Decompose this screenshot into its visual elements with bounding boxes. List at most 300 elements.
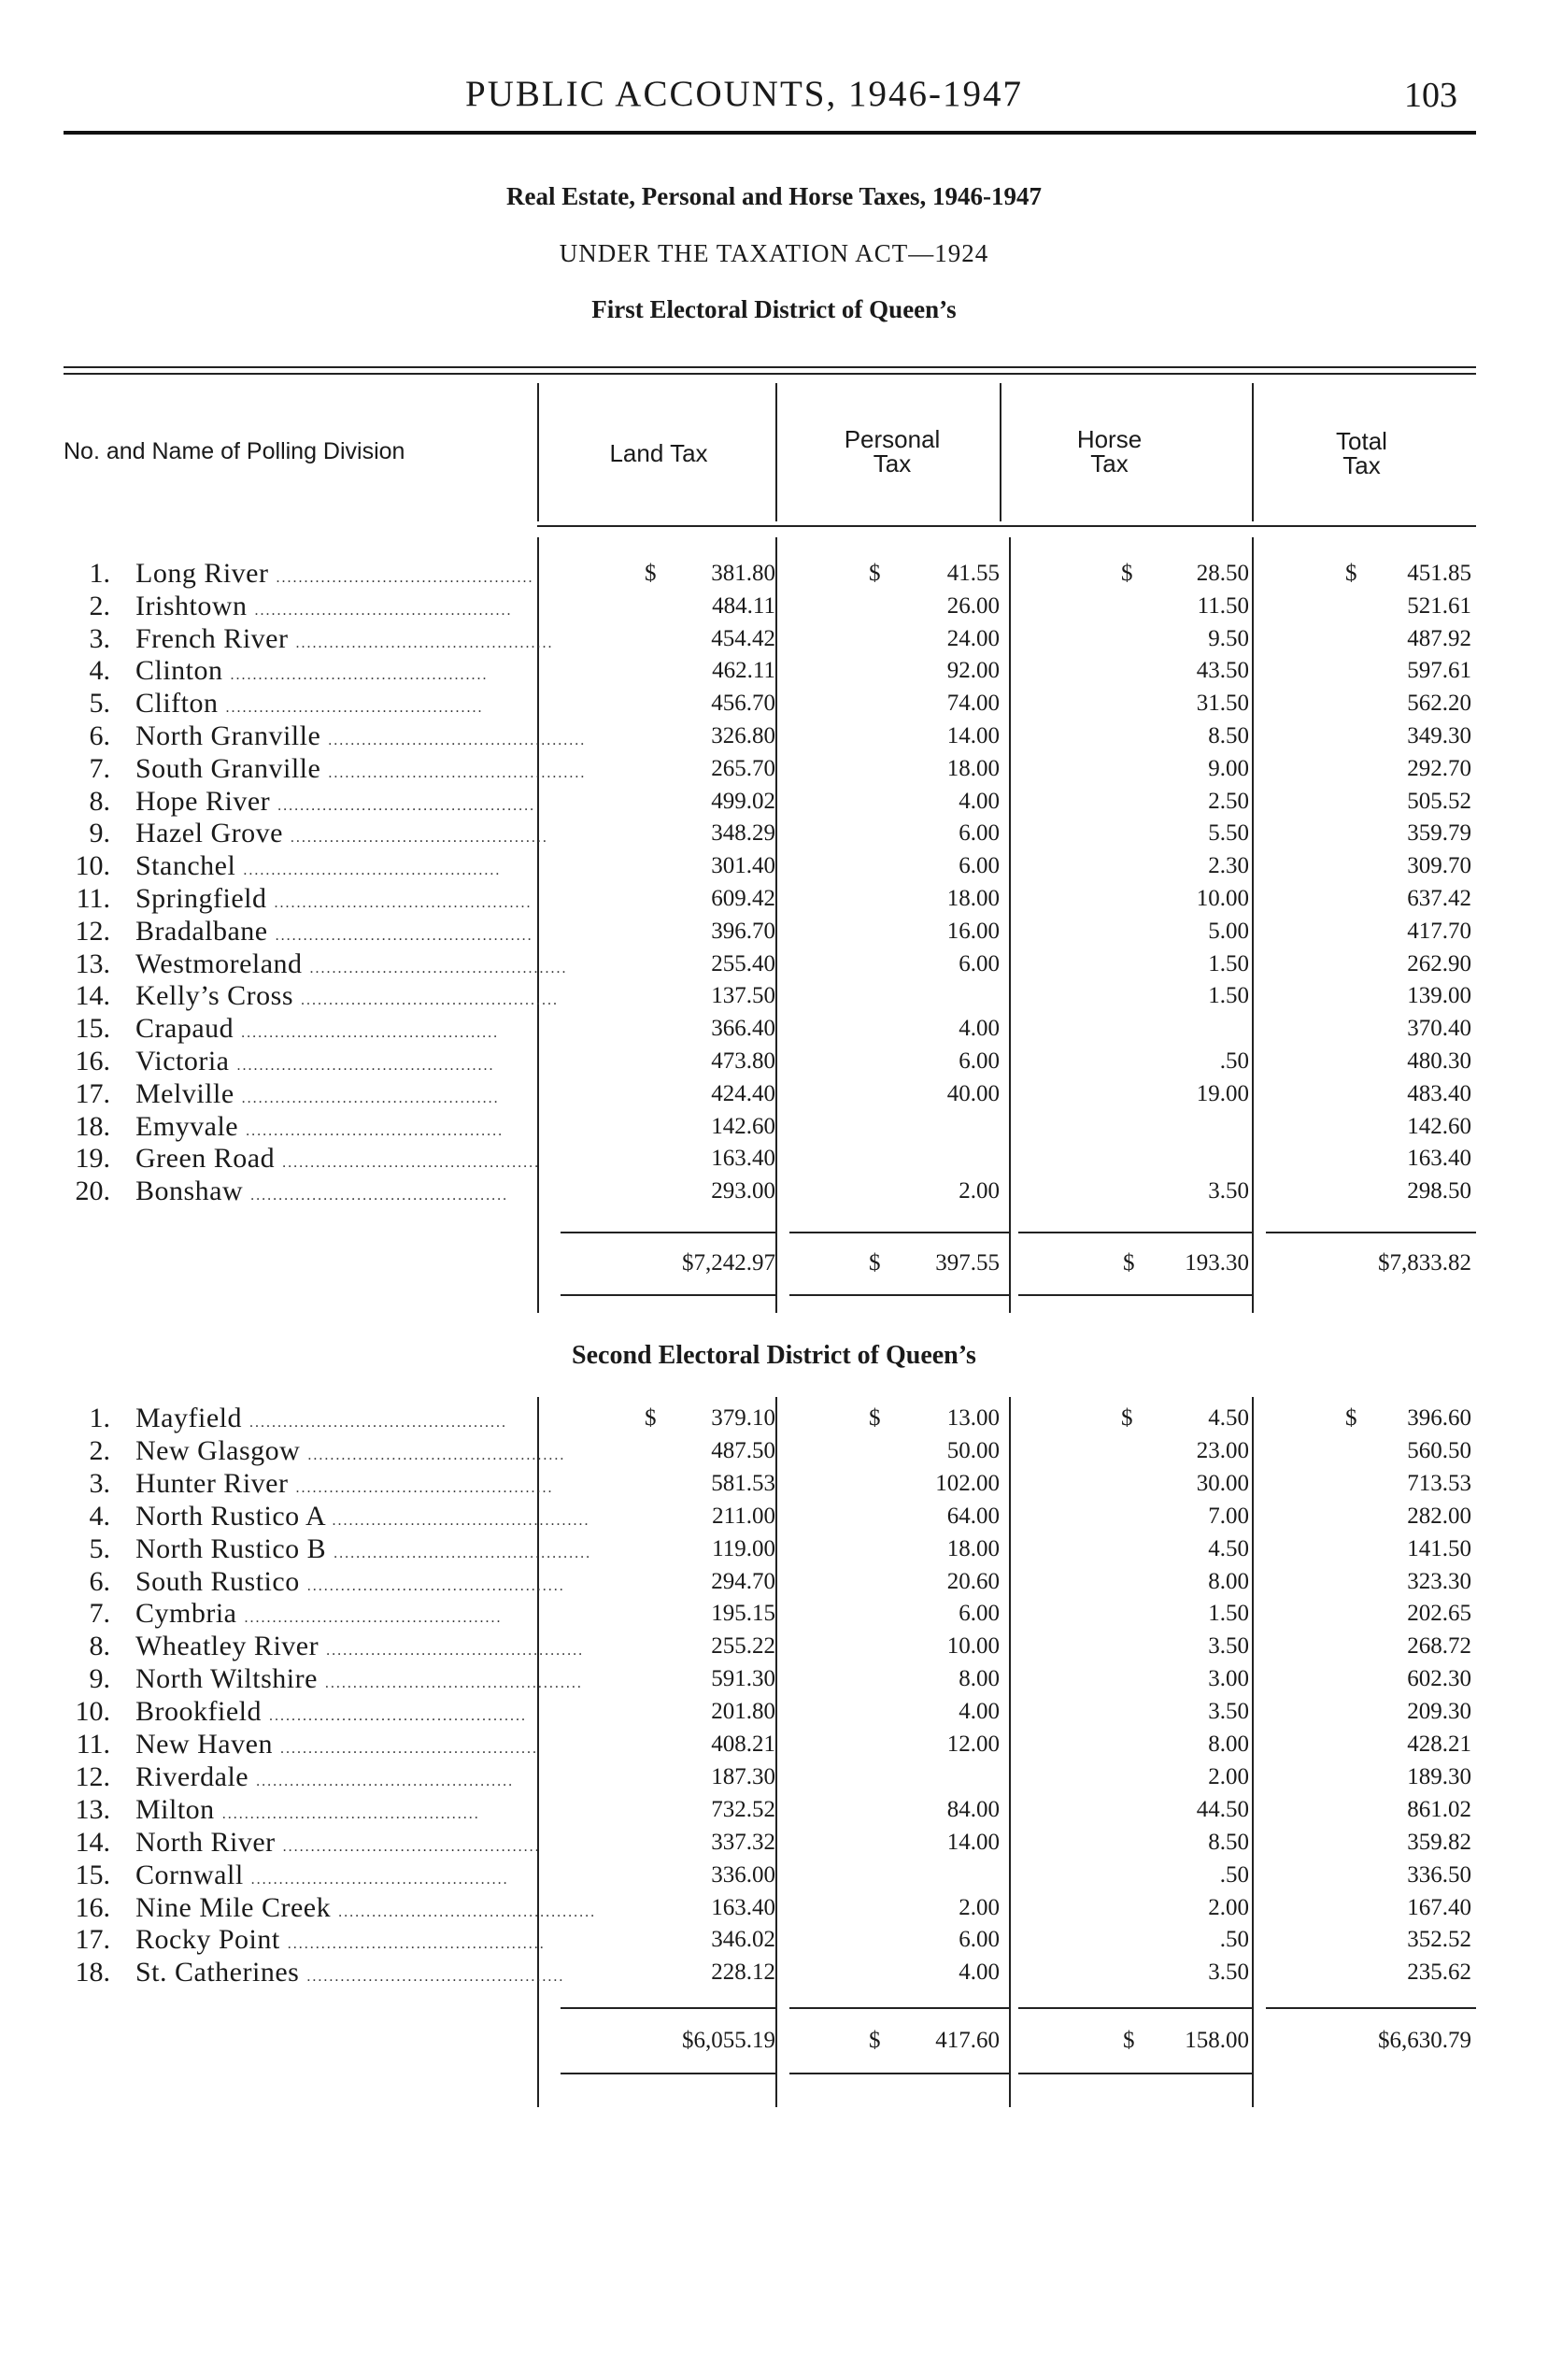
- division-number: 8.: [89, 1631, 110, 1662]
- division-number: 13.: [75, 1793, 110, 1825]
- division-name-text: Hunter River: [135, 1467, 289, 1499]
- col-header-horse: [1004, 427, 1214, 476]
- division-name-text: New Haven: [135, 1729, 273, 1760]
- total-rule: [561, 1232, 775, 1233]
- header-top-rule: [64, 366, 1476, 368]
- total-tax-value: 142.60: [1407, 1113, 1471, 1139]
- col-header-horse-line2: Tax: [1090, 449, 1129, 477]
- total-tax-value: 861.02: [1407, 1796, 1471, 1822]
- personal-tax-value: 4.00: [959, 1699, 1000, 1725]
- leader-dots: ..............................................: [225, 700, 484, 717]
- division-name-text: Green Road: [135, 1143, 276, 1175]
- division-number: 5.: [89, 1532, 110, 1564]
- table-row: [0, 1434, 1548, 1467]
- land-tax-value: 337.32: [711, 1829, 775, 1855]
- personal-tax-value: 16.00: [946, 918, 1000, 944]
- personal-tax-value: 12.00: [946, 1732, 1000, 1757]
- division-number: 13.: [75, 948, 110, 979]
- land-tax-value: 137.50: [711, 983, 775, 1009]
- horse-tax-value: 1.50: [1208, 983, 1249, 1009]
- horse-tax-value: 2.30: [1208, 853, 1249, 879]
- total-tax-value: 597.61: [1407, 658, 1471, 684]
- header-top-rule-2: [64, 373, 1476, 375]
- leader-dots: ..............................................: [236, 1058, 495, 1074]
- division-number: 4.: [89, 655, 110, 687]
- col-header-land: Land Tax: [609, 439, 708, 467]
- district2-total-row: $6,055.19 $ 417.60 $ 158.00 $6,630.79: [682, 2028, 1471, 2053]
- total-rule: [1018, 2007, 1252, 2009]
- land-tax-value: 366.40: [711, 1016, 775, 1042]
- total-tax-value: 323.30: [1407, 1568, 1471, 1594]
- personal-tax-value: 6.00: [959, 950, 1000, 976]
- land-tax-value: 473.80: [711, 1048, 775, 1074]
- personal-tax-value: 92.00: [946, 658, 1000, 684]
- division-name-text: Wheatley River: [135, 1631, 320, 1662]
- table-row: [0, 915, 1548, 948]
- total-tax-value: 396.60: [1407, 1405, 1471, 1431]
- table-row: [0, 1923, 1548, 1956]
- personal-tax-value: 13.00: [946, 1405, 1000, 1431]
- horse-tax-value: 3.00: [1208, 1666, 1249, 1692]
- personal-tax-value: 6.00: [959, 1048, 1000, 1074]
- horse-tax-value: 3.50: [1208, 1178, 1249, 1204]
- col-header-personal: [785, 427, 1000, 476]
- total-tax-value: 602.30: [1407, 1666, 1471, 1692]
- dollar-sign: $: [1121, 561, 1133, 586]
- leader-dots: ..............................................: [246, 1122, 504, 1139]
- total-tax-value: 268.72: [1407, 1633, 1471, 1660]
- division-name-text: Melville: [135, 1077, 234, 1109]
- land-tax-value: 487.50: [711, 1437, 775, 1463]
- table-row: [0, 1175, 1548, 1207]
- personal-tax-value: 6.00: [959, 1601, 1000, 1627]
- land-tax-value: 609.42: [711, 886, 775, 911]
- leader-dots: ..............................................: [332, 1512, 590, 1529]
- division-number: 6.: [89, 720, 110, 751]
- horse-tax-value: 2.00: [1208, 1894, 1249, 1920]
- col-header-total-line1: Total: [1336, 427, 1387, 455]
- personal-tax-value: 18.00: [946, 886, 1000, 911]
- land-tax-value: 581.53: [711, 1470, 775, 1496]
- division-number: 1.: [89, 1403, 110, 1433]
- leader-dots: ..............................................: [306, 1577, 565, 1594]
- total-tax-value: 521.61: [1407, 592, 1471, 619]
- total-tax-value: 505.52: [1407, 788, 1471, 814]
- leader-dots: ..............................................: [328, 733, 587, 748]
- total-rule: [561, 2007, 775, 2009]
- leader-dots: ..............................................: [290, 830, 548, 847]
- leader-dots: ..............................................: [295, 1479, 554, 1496]
- total-tax-value: 163.40: [1407, 1146, 1471, 1172]
- division-name-text: Cornwall: [135, 1859, 244, 1890]
- total-rule: [1266, 2007, 1476, 2009]
- table-row: [0, 1142, 1548, 1175]
- personal-tax-value: 102.00: [935, 1470, 1000, 1496]
- horse-tax-value: 10.00: [1196, 886, 1249, 911]
- total-tax-value: 428.21: [1407, 1732, 1471, 1757]
- division-name-text: North River: [135, 1826, 276, 1858]
- table-row: [0, 1859, 1548, 1891]
- table-row: [0, 1630, 1548, 1662]
- land-tax-value: 211.00: [712, 1503, 775, 1529]
- leader-dots: ..............................................: [279, 1741, 538, 1757]
- table-row: [0, 1793, 1548, 1826]
- division-number: 20.: [75, 1176, 110, 1207]
- division-name-text: Crapaud: [135, 1013, 234, 1045]
- total-tax-value: 189.30: [1407, 1763, 1471, 1789]
- header-divider: [1252, 383, 1254, 521]
- total-tax-value: 298.50: [1407, 1178, 1471, 1204]
- land-tax-value: 293.00: [711, 1178, 775, 1204]
- leader-dots: ..............................................: [241, 1025, 500, 1042]
- table-row: [0, 1891, 1548, 1924]
- division-name: [135, 1956, 565, 1993]
- leader-dots: ..............................................: [244, 1610, 503, 1627]
- leader-dots: ..............................................: [328, 764, 587, 781]
- leader-dots: ..............................................: [256, 1773, 515, 1789]
- horse-tax-value: 11.50: [1197, 592, 1249, 619]
- land-tax-value: 255.40: [711, 950, 775, 976]
- total-tax-value: 167.40: [1407, 1894, 1471, 1920]
- division-name-text: Nine Mile Creek: [135, 1891, 332, 1923]
- land-tax-value: 326.80: [711, 723, 775, 748]
- division-number: 18.: [75, 1110, 110, 1142]
- division-number: 17.: [75, 1924, 110, 1956]
- personal-tax-value: 14.00: [946, 723, 1000, 748]
- total-tax-value: 352.52: [1407, 1927, 1471, 1953]
- division-number: 7.: [89, 752, 110, 784]
- division-name-text: Emyvale: [135, 1110, 239, 1142]
- horse-tax-value: 8.50: [1208, 723, 1249, 748]
- dollar-sign: $: [1121, 1405, 1133, 1431]
- leader-dots: ..............................................: [241, 1090, 500, 1106]
- land-tax-value: 187.30: [711, 1763, 775, 1789]
- personal-tax-value: 41.55: [946, 561, 1000, 586]
- division-name-text: Hazel Grove: [135, 818, 283, 849]
- leader-dots: ..............................................: [277, 797, 536, 814]
- total-tax-value: 336.50: [1407, 1861, 1471, 1888]
- division-number: 18.: [75, 1957, 110, 1988]
- land-tax-value: 462.11: [712, 658, 775, 684]
- land-tax-value: 381.80: [711, 561, 775, 586]
- total-rule: [1266, 1232, 1476, 1233]
- leader-dots: ..............................................: [282, 1838, 541, 1855]
- division-name-text: Rocky Point: [135, 1924, 280, 1956]
- division-number: 9.: [89, 1663, 110, 1695]
- personal-tax-value: 74.00: [946, 691, 1000, 717]
- land-tax-value: 484.11: [712, 592, 775, 619]
- total-rule: [561, 2073, 775, 2074]
- division-number: 12.: [75, 1760, 110, 1792]
- table-row: [0, 948, 1548, 980]
- division-name-text: Victoria: [135, 1046, 230, 1076]
- table-row: [0, 849, 1548, 882]
- leader-dots: ..............................................: [301, 992, 560, 1009]
- horse-tax-value: 8.00: [1208, 1568, 1249, 1594]
- division-number: 6.: [89, 1565, 110, 1597]
- division-name-text: Springfield: [135, 883, 267, 914]
- division-number: 8.: [89, 785, 110, 817]
- col-header-division: No. and Name of Polling Division: [64, 438, 405, 464]
- act-subtitle: UNDER THE TAXATION ACT—1924: [559, 239, 989, 267]
- table-row: [0, 622, 1548, 655]
- total-tax-value: 480.30: [1407, 1048, 1471, 1074]
- table-row: [0, 1728, 1548, 1760]
- division-name-text: North Rustico B: [135, 1532, 327, 1564]
- district1-total-row: $7,242.97 $ 397.55 $ 193.30 $7,833.82: [682, 1250, 1471, 1276]
- horse-tax-value: .50: [1219, 1048, 1249, 1074]
- total-rule: [1018, 1232, 1252, 1233]
- table-row: [0, 1402, 1548, 1434]
- personal-tax-value: 6.00: [959, 820, 1000, 847]
- division-name-text: Bradalbane: [135, 915, 268, 947]
- division-number: 19.: [75, 1143, 110, 1175]
- division-name-text: Clifton: [135, 688, 219, 720]
- division-name-text: South Rustico: [135, 1565, 300, 1597]
- horse-tax-value: 43.50: [1196, 658, 1249, 684]
- division-name-text: Cymbria: [135, 1598, 237, 1630]
- division-number: 4.: [89, 1500, 110, 1532]
- table-row: [0, 1077, 1548, 1110]
- division-name-text: Milton: [135, 1793, 215, 1825]
- personal-tax-value: 26.00: [946, 592, 1000, 619]
- land-tax-value: 255.22: [711, 1633, 775, 1660]
- land-tax-value: 119.00: [712, 1535, 775, 1561]
- header-rule: [64, 131, 1476, 135]
- leader-dots: ..............................................: [276, 570, 534, 586]
- division-number: 16.: [75, 1891, 110, 1923]
- leader-dots: ..............................................: [306, 1969, 565, 1986]
- horse-tax-value: 4.50: [1208, 1405, 1249, 1431]
- leader-dots: ..............................................: [268, 1708, 527, 1725]
- total-tax-value: 451.85: [1407, 561, 1471, 586]
- leader-dots: ..............................................: [254, 602, 513, 619]
- horse-tax-value: 3.50: [1208, 1699, 1249, 1725]
- total-rule: [789, 2007, 1009, 2009]
- total-tax-value: 141.50: [1407, 1535, 1471, 1561]
- land-tax-value: 294.70: [711, 1568, 775, 1594]
- total-tax-value: 359.79: [1407, 820, 1471, 847]
- total-tax-value: 202.65: [1407, 1601, 1471, 1627]
- leader-dots: ..............................................: [249, 1415, 507, 1431]
- col-header-total: [1257, 429, 1467, 477]
- table-row: [0, 882, 1548, 915]
- table-row: [0, 1012, 1548, 1045]
- leader-dots: ..............................................: [243, 862, 502, 879]
- leader-dots: ..............................................: [274, 895, 533, 911]
- horse-tax-value: 8.00: [1208, 1732, 1249, 1757]
- division-name-text: French River: [135, 622, 289, 654]
- division-number: 3.: [89, 622, 110, 654]
- land-tax-value: 163.40: [711, 1894, 775, 1920]
- personal-tax-value: 40.00: [946, 1080, 1000, 1106]
- leader-dots: ..............................................: [282, 1155, 541, 1172]
- total-tax-value: 487.92: [1407, 625, 1471, 651]
- horse-tax-value: 44.50: [1196, 1796, 1249, 1822]
- horse-tax-value: 1.50: [1208, 1601, 1249, 1627]
- division-name-text: Irishtown: [135, 590, 248, 621]
- land-tax-value: 591.30: [711, 1666, 775, 1692]
- leader-dots: ..............................................: [324, 1675, 583, 1692]
- division-number: 1.: [89, 558, 110, 589]
- division-name-text: Hope River: [135, 785, 271, 817]
- table-row: [0, 1695, 1548, 1728]
- leader-dots: ..............................................: [338, 1903, 597, 1920]
- total-rule: [1018, 2073, 1252, 2074]
- personal-tax-value: 8.00: [959, 1666, 1000, 1692]
- total-tax-value: 282.00: [1407, 1503, 1471, 1529]
- total-tax-value: 292.70: [1407, 755, 1471, 781]
- table-row: [0, 979, 1548, 1012]
- dollar-sign: $: [869, 1405, 881, 1431]
- horse-tax-value: 2.00: [1208, 1763, 1249, 1789]
- horse-tax-value: 31.50: [1196, 691, 1249, 717]
- total-tax-value: 262.90: [1407, 950, 1471, 976]
- total-rule: [789, 2073, 1009, 2074]
- total-tax-value: 417.70: [1407, 918, 1471, 944]
- total-tax-value: 349.30: [1407, 723, 1471, 748]
- personal-tax-value: 24.00: [946, 625, 1000, 651]
- horse-tax-value: 3.50: [1208, 1960, 1249, 1986]
- division-number: 2.: [89, 590, 110, 621]
- horse-tax-value: 7.00: [1208, 1503, 1249, 1529]
- personal-tax-value: 64.00: [946, 1503, 1000, 1529]
- horse-tax-value: 9.00: [1208, 755, 1249, 781]
- land-tax-value: 336.00: [711, 1861, 775, 1888]
- division-name-text: Mayfield: [135, 1403, 242, 1433]
- total-rule: [1018, 1294, 1252, 1296]
- land-tax-value: 499.02: [711, 788, 775, 814]
- personal-tax-value: 18.00: [946, 755, 1000, 781]
- table-row: [0, 1826, 1548, 1859]
- dollar-sign: $: [645, 561, 657, 586]
- table-row: [0, 785, 1548, 818]
- land-tax-value: 195.15: [711, 1601, 775, 1627]
- division-name-text: North Granville: [135, 720, 321, 751]
- personal-tax-value: 2.00: [959, 1178, 1000, 1204]
- land-tax-value: 201.80: [711, 1699, 775, 1725]
- division-name: [135, 1175, 528, 1212]
- total-tax-value: 139.00: [1407, 983, 1471, 1009]
- land-tax-value: 301.40: [711, 853, 775, 879]
- horse-tax-value: 19.00: [1196, 1080, 1249, 1106]
- land-tax-value: 396.70: [711, 918, 775, 944]
- land-tax-value: 228.12: [711, 1960, 775, 1986]
- division-number: 11.: [76, 883, 110, 914]
- division-number: 17.: [75, 1077, 110, 1109]
- table-row: [0, 1045, 1548, 1077]
- header-divider: [775, 383, 777, 521]
- land-tax-value: 142.60: [711, 1113, 775, 1139]
- total-rule: [789, 1294, 1009, 1296]
- personal-tax-value: 14.00: [946, 1829, 1000, 1855]
- leader-dots: ..............................................: [295, 634, 554, 651]
- personal-tax-value: 2.00: [959, 1894, 1000, 1920]
- table-row: [0, 590, 1548, 622]
- table-row: [0, 687, 1548, 720]
- personal-tax-value: 18.00: [946, 1535, 1000, 1561]
- total-tax-value: 562.20: [1407, 691, 1471, 717]
- total-tax-value: 637.42: [1407, 886, 1471, 911]
- horse-tax-value: 8.50: [1208, 1829, 1249, 1855]
- division-name-text: Riverdale: [135, 1760, 249, 1792]
- leader-dots: ..............................................: [309, 960, 568, 976]
- page-number: 103: [1404, 76, 1457, 115]
- personal-tax-value: 4.00: [959, 788, 1000, 814]
- table-row: [0, 654, 1548, 687]
- total-tax-value: 483.40: [1407, 1080, 1471, 1106]
- division-number: 14.: [75, 1826, 110, 1858]
- table-row: [0, 817, 1548, 849]
- horse-tax-value: 4.50: [1208, 1535, 1249, 1561]
- horse-tax-value: 23.00: [1196, 1437, 1249, 1463]
- header-divider: [537, 383, 539, 521]
- division-name-text: Bonshaw: [135, 1176, 244, 1207]
- horse-tax-value: 2.50: [1208, 788, 1249, 814]
- division-name-text: Long River: [135, 558, 269, 589]
- table-row: [0, 1565, 1548, 1598]
- division-number: 12.: [75, 915, 110, 947]
- land-tax-value: 408.21: [711, 1732, 775, 1757]
- personal-tax-value: 4.00: [959, 1960, 1000, 1986]
- personal-tax-value: 10.00: [946, 1633, 1000, 1660]
- land-tax-value: 265.70: [711, 755, 775, 781]
- table-row: [0, 1597, 1548, 1630]
- personal-tax-value: 20.60: [946, 1568, 1000, 1594]
- leader-dots: ..............................................: [221, 1805, 480, 1822]
- division-number: 9.: [89, 818, 110, 849]
- total-tax-value: 713.53: [1407, 1470, 1471, 1496]
- horse-tax-value: 30.00: [1196, 1470, 1249, 1496]
- division-number: 3.: [89, 1467, 110, 1499]
- division-name-text: Brookfield: [135, 1696, 262, 1728]
- col-header-total-line2: Tax: [1342, 451, 1381, 479]
- table-title: Real Estate, Personal and Horse Taxes, 1946-1947: [506, 182, 1042, 210]
- total-tax-value: 370.40: [1407, 1016, 1471, 1042]
- table-row: [0, 720, 1548, 752]
- division-number: 15.: [75, 1013, 110, 1045]
- land-tax-value: 346.02: [711, 1927, 775, 1953]
- dollar-sign: $: [645, 1405, 657, 1431]
- leader-dots: ..............................................: [287, 1936, 546, 1953]
- total-tax-value: 235.62: [1407, 1960, 1471, 1986]
- running-head: [0, 73, 1548, 120]
- col-header-personal-line1: Personal: [844, 425, 941, 453]
- division-name-text: Clinton: [135, 655, 223, 687]
- division-name-text: Westmoreland: [135, 948, 303, 979]
- leader-dots: ..............................................: [275, 927, 533, 944]
- horse-tax-value: 28.50: [1196, 561, 1249, 586]
- table-row: [0, 1110, 1548, 1143]
- division-number: 2.: [89, 1434, 110, 1466]
- land-tax-value: 379.10: [711, 1405, 775, 1431]
- personal-tax-value: 50.00: [946, 1437, 1000, 1463]
- table-row: [0, 557, 1548, 590]
- land-tax-value: 424.40: [711, 1080, 775, 1106]
- division-number: 16.: [75, 1046, 110, 1076]
- division-number: 10.: [75, 1696, 110, 1728]
- table-row: [0, 752, 1548, 785]
- division-number: 15.: [75, 1859, 110, 1890]
- running-head-title: PUBLIC ACCOUNTS, 1946-1947: [465, 74, 1023, 114]
- total-tax-value: 209.30: [1407, 1699, 1471, 1725]
- horse-tax-value: 1.50: [1208, 950, 1249, 976]
- col-header-horse-line1: Horse: [1076, 425, 1143, 453]
- table-row: [0, 1760, 1548, 1793]
- district1-heading: First Electoral District of Queen’s: [591, 295, 957, 323]
- personal-tax-value: 4.00: [959, 1016, 1000, 1042]
- table-row: [0, 1467, 1548, 1500]
